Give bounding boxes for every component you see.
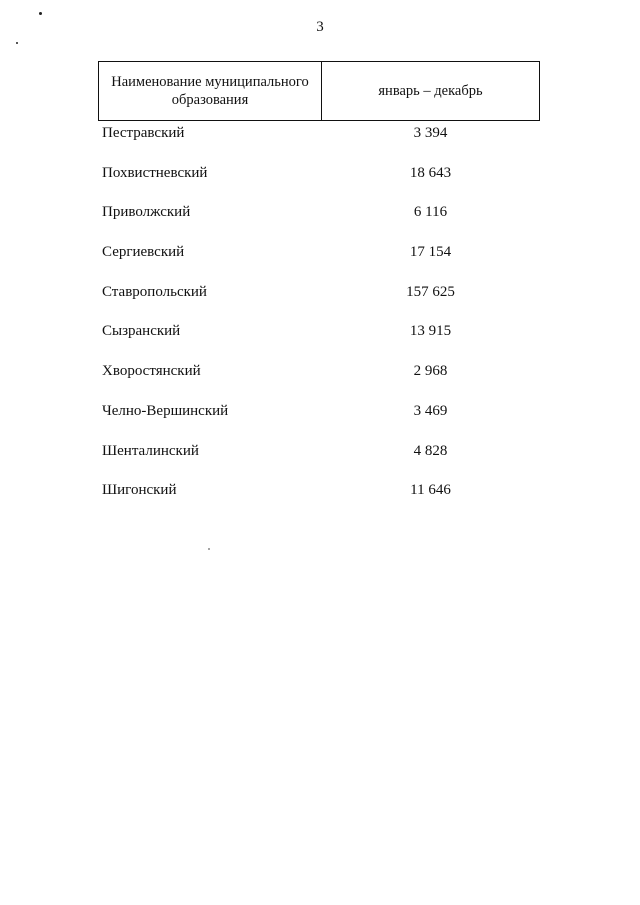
- table-row: [0, 203, 640, 243]
- table-row: [0, 322, 640, 362]
- table-row: [0, 442, 640, 482]
- table-row: [0, 164, 640, 204]
- row-value: 2 968: [413, 363, 448, 380]
- scan-speck: [16, 42, 18, 44]
- row-value: 3 394: [413, 125, 448, 141]
- row-value: 17 154: [409, 244, 452, 261]
- row-name: Похвистневский: [102, 164, 208, 181]
- row-value: 13 915: [409, 323, 452, 340]
- row-name: Пестравский: [102, 125, 185, 141]
- table-row: [0, 283, 640, 323]
- row-name: Хворостянский: [102, 363, 201, 380]
- row-name: Приволжский: [102, 204, 191, 221]
- table-row: [0, 402, 640, 442]
- row-value: 157 625: [406, 283, 455, 300]
- row-value: 6 116: [413, 204, 448, 221]
- row-value: 4 828: [413, 442, 448, 459]
- row-name: Шенталинский: [102, 442, 199, 459]
- table-row: [0, 362, 640, 402]
- row-name: Сергиевский: [102, 244, 185, 261]
- row-value: 3 469: [413, 402, 448, 419]
- row-name: Шигонский: [102, 482, 177, 499]
- table-row: [0, 481, 640, 521]
- table-row: [0, 124, 640, 164]
- row-name: Ставропольский: [102, 283, 207, 300]
- table-row: [0, 243, 640, 283]
- row-name: Челно-Вершинский: [102, 402, 229, 419]
- header-period-column: январь – декабрь: [378, 82, 483, 99]
- scan-speck: [208, 548, 210, 550]
- row-value: 11 646: [410, 482, 451, 499]
- row-name: Сызранский: [102, 323, 181, 340]
- table-header: [98, 61, 540, 121]
- page-number: 3: [316, 19, 324, 35]
- row-value: 18 643: [409, 164, 452, 181]
- scan-speck: [39, 12, 42, 15]
- header-name-column: Наименование муниципального образования: [99, 62, 322, 120]
- table-body: [0, 124, 640, 521]
